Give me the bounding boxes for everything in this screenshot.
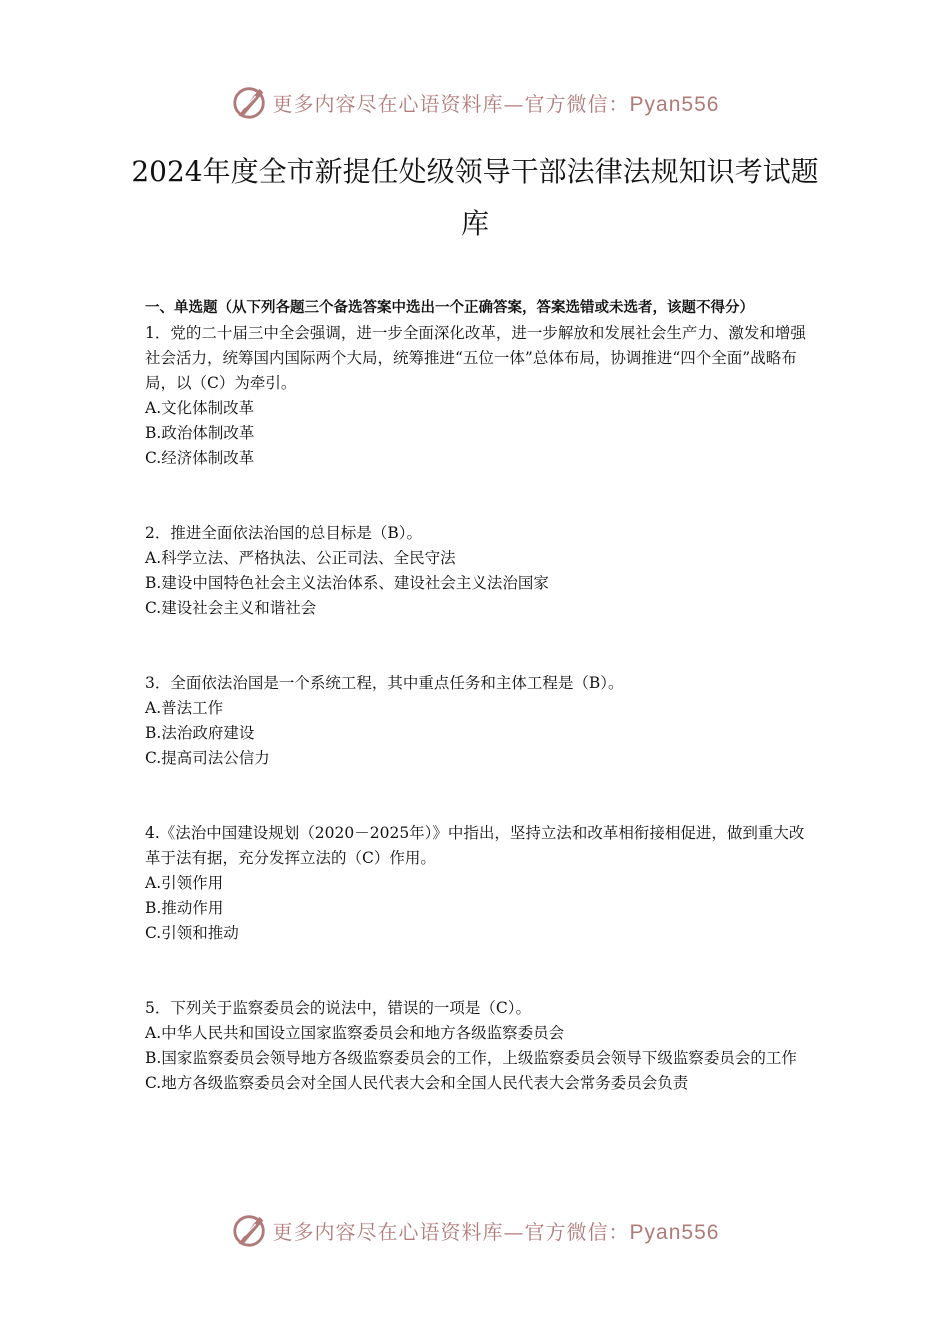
watermark-label: 官方微信： bbox=[524, 1219, 630, 1244]
option-b: B.政治体制改革 bbox=[145, 424, 255, 442]
option-a: A.科学立法、严格执法、公正司法、全民守法 bbox=[145, 549, 456, 567]
option-c: C.建设社会主义和谐社会 bbox=[145, 599, 317, 617]
question-stem: 4.《法治中国建设规划（2020－2025年）》中指出，坚持立法和改革相衔接相促进，做到重大改革于法有据，充分发挥立法的（C）作用。 bbox=[145, 824, 805, 867]
watermark-banner-bottom bbox=[0, 1208, 950, 1252]
question-3 bbox=[145, 671, 809, 771]
option-c: C.地方各级监察委员会对全国人民代表大会和全国人民代表大会常务委员会负责 bbox=[145, 1074, 689, 1092]
option-a: A.引领作用 bbox=[145, 874, 224, 892]
question-5 bbox=[145, 996, 809, 1096]
option-b: B.法治政府建设 bbox=[145, 724, 255, 742]
question-stem: 2．推进全面依法治国的总目标是（B）。 bbox=[145, 524, 423, 542]
option-a: A.文化体制改革 bbox=[145, 399, 255, 417]
watermark-wechat-id: Pyan556 bbox=[629, 92, 720, 116]
watermark-main-text: 更多内容尽在心语资料库 bbox=[272, 91, 504, 116]
document-body bbox=[145, 296, 809, 1146]
option-c: C.提高司法公信力 bbox=[145, 749, 270, 767]
question-1 bbox=[145, 321, 809, 471]
question-stem: 3．全面依法治国是一个系统工程，其中重点任务和主体工程是（B）。 bbox=[145, 674, 624, 692]
quill-circle-icon bbox=[231, 83, 269, 121]
option-c: C.引领和推动 bbox=[145, 924, 239, 942]
watermark-separator: — bbox=[503, 91, 525, 116]
document-title: 2024年度全市新提任处级领导干部法律法规知识考试题库 bbox=[131, 155, 819, 240]
watermark-wechat-id: Pyan556 bbox=[629, 1220, 720, 1244]
option-c: C.经济体制改革 bbox=[145, 449, 255, 467]
option-a: A.普法工作 bbox=[145, 699, 224, 717]
option-b: B.推动作用 bbox=[145, 899, 224, 917]
question-stem: 1．党的二十届三中全会强调，进一步全面深化改革，进一步解放和发展社会生产力、激发和增强社会活力，统筹国内国际两个大局，统筹推进“五位一体”总体布局，协调推进“四个全面”战略布局，以（C）为牵引。 bbox=[145, 324, 806, 392]
watermark-main-text: 更多内容尽在心语资料库 bbox=[272, 1219, 504, 1244]
section-heading: 一、单选题（从下列各题三个备选答案中选出一个正确答案，答案选错或未选者，该题不得分） bbox=[145, 300, 754, 316]
question-4 bbox=[145, 821, 809, 946]
watermark-banner-top bbox=[0, 80, 950, 124]
option-b: B.国家监察委员会领导地方各级监察委员会的工作，上级监察委员会领导下级监察委员会的工作 bbox=[145, 1049, 797, 1067]
question-2 bbox=[145, 521, 809, 621]
option-b: B.建设中国特色社会主义法治体系、建设社会主义法治国家 bbox=[145, 574, 549, 592]
option-a: A.中华人民共和国设立国家监察委员会和地方各级监察委员会 bbox=[145, 1024, 565, 1042]
quill-circle-icon bbox=[231, 1211, 269, 1249]
watermark-separator: — bbox=[503, 1219, 525, 1244]
watermark-label: 官方微信： bbox=[524, 91, 630, 116]
question-stem: 5．下列关于监察委员会的说法中，错误的一项是（C）。 bbox=[145, 999, 531, 1017]
